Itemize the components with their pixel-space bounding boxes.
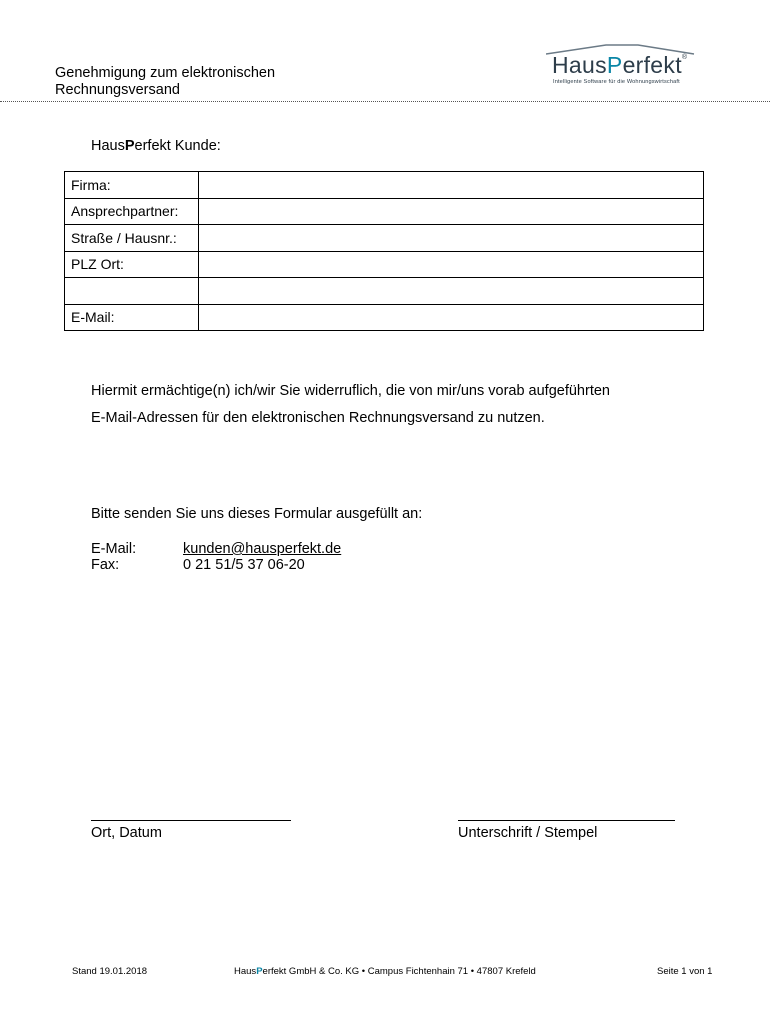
form-label: Firma: <box>65 172 199 199</box>
email-row <box>91 541 341 557</box>
fax-label: Fax: <box>91 557 120 573</box>
form-row <box>65 172 704 199</box>
footer-date: Stand 19.01.2018 <box>72 966 148 977</box>
place-date-line <box>91 820 291 821</box>
authorization-text <box>91 378 610 432</box>
email-label: E-Mail: <box>91 541 137 557</box>
form-label[interactable] <box>65 278 199 305</box>
email-field[interactable] <box>199 304 704 331</box>
header-divider <box>0 101 770 102</box>
logo-wordmark: HausPerfekt® <box>552 52 688 78</box>
form-row <box>65 198 704 225</box>
customer-form-table <box>64 171 704 331</box>
form-label: Straße / Hausnr.: <box>65 225 199 252</box>
footer-page-number: Seite 1 von 1 <box>657 966 713 977</box>
authorization-line-1: Hiermit ermächtige(n) ich/wir Sie widerruflich, die von mir/uns vorab aufgeführten <box>91 383 610 399</box>
form-label: Ansprechpartner: <box>65 198 199 225</box>
street-field[interactable] <box>199 225 704 252</box>
title-line-1: Genehmigung zum elektronischen <box>55 65 276 81</box>
form-row <box>65 251 704 278</box>
company-field[interactable] <box>199 172 704 199</box>
form-row <box>65 304 704 331</box>
signature-line <box>458 820 675 821</box>
form-row <box>65 225 704 252</box>
contact-person-field[interactable] <box>199 198 704 225</box>
authorization-line-2: E-Mail-Adressen für den elektronischen Rechnungsversand zu nutzen. <box>91 410 545 426</box>
fax-row <box>91 557 341 573</box>
contact-info <box>91 541 341 573</box>
send-instruction: Bitte senden Sie uns dieses Formular ausgefüllt an: <box>91 506 423 522</box>
zip-city-field[interactable] <box>199 251 704 278</box>
page-title <box>55 65 275 99</box>
logo-tagline: Intelligente Software für die Wohnungswirtschaft <box>553 79 680 85</box>
footer-company: HausPerfekt GmbH & Co. KG • Campus Fichtenhain 71 • 47807 Krefeld <box>234 966 536 977</box>
extra-field[interactable] <box>199 278 704 305</box>
email-link[interactable]: kunden@hausperfekt.de <box>183 541 342 557</box>
form-row <box>65 278 704 305</box>
customer-heading: HausPerfekt Kunde: <box>91 138 221 154</box>
form-label: E-Mail: <box>65 304 199 331</box>
signature-label: Unterschrift / Stempel <box>458 825 598 841</box>
fax-number: 0 21 51/5 37 06-20 <box>183 557 305 573</box>
form-label: PLZ Ort: <box>65 251 199 278</box>
hausperfekt-logo <box>546 42 696 90</box>
place-date-label: Ort, Datum <box>91 825 162 841</box>
title-line-2: Rechnungsversand <box>55 82 180 98</box>
